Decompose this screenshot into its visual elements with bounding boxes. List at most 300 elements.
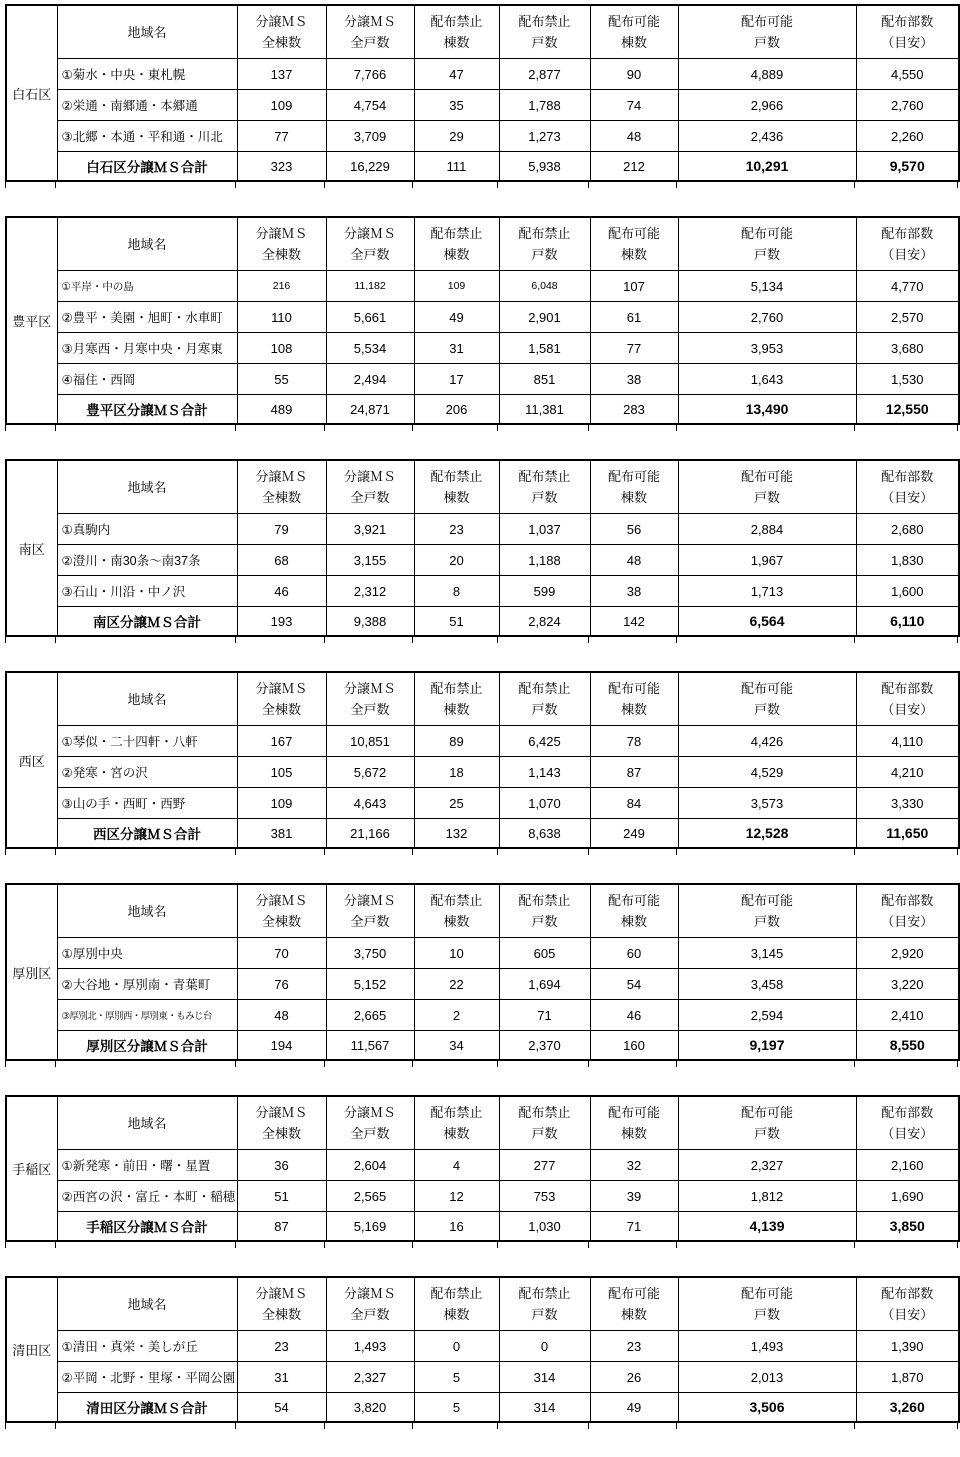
value-cell: 599 (499, 576, 590, 607)
total-row (6, 1212, 959, 1242)
value-cell: 51 (237, 1181, 326, 1212)
stub-segment (5, 1061, 56, 1067)
header-line1: 分譲ＭＳ (255, 1105, 308, 1120)
column-header (499, 460, 590, 514)
table-row (6, 271, 959, 302)
value-cell: 3,953 (678, 333, 856, 364)
header-row (6, 884, 959, 938)
value-cell: 70 (237, 938, 326, 969)
header-line1: 分譲ＭＳ (343, 893, 396, 908)
total-value-cell: 3,850 (856, 1212, 959, 1242)
value-cell: 60 (590, 938, 678, 969)
total-value-cell: 11,567 (326, 1031, 414, 1061)
value-cell: 2,312 (326, 576, 414, 607)
header-line1: 地域名 (127, 691, 167, 707)
stub-segment (498, 849, 589, 855)
column-header (414, 5, 499, 59)
header-line2: （目安） (881, 914, 934, 929)
value-cell: 48 (590, 545, 678, 576)
header-line1: 配布可能 (607, 893, 660, 908)
total-value-cell: 8,550 (856, 1031, 959, 1061)
total-value-cell: 160 (590, 1031, 678, 1061)
area-cell: ②大谷地・厚別南・青葉町 (57, 969, 237, 1000)
header-line2: 全棟数 (261, 35, 301, 50)
stub-segment (413, 1242, 498, 1248)
value-cell: 0 (499, 1331, 590, 1362)
column-header (590, 672, 678, 726)
value-cell: 4,770 (856, 271, 959, 302)
ward-table-block (5, 671, 960, 855)
table-row (6, 1181, 959, 1212)
header-line1: 分譲ＭＳ (255, 1286, 308, 1301)
value-cell: 39 (590, 1181, 678, 1212)
total-label: 手稲区分譲ＭＳ合計 (57, 1212, 237, 1242)
ward-label: 厚別区 (6, 884, 57, 1060)
column-header (57, 672, 237, 726)
gridline-stubs (5, 1061, 958, 1067)
table-row (6, 59, 959, 90)
total-value-cell: 111 (414, 152, 499, 182)
value-cell: 3,220 (856, 969, 959, 1000)
column-header (856, 460, 959, 514)
stub-segment (677, 637, 855, 643)
header-line1: 配布禁止 (518, 893, 571, 908)
stub-segment (413, 1061, 498, 1067)
ward-label: 豊平区 (6, 217, 57, 424)
header-line1: 配布可能 (607, 469, 660, 484)
stub-segment (5, 1423, 56, 1429)
header-line1: 配布禁止 (430, 226, 483, 241)
value-cell: 277 (499, 1150, 590, 1181)
stub-segment (589, 425, 677, 431)
value-cell: 2,901 (499, 302, 590, 333)
total-value-cell: 9,388 (326, 607, 414, 637)
header-line1: 配布可能 (607, 14, 660, 29)
total-value-cell: 24,871 (326, 395, 414, 425)
total-value-cell: 5,169 (326, 1212, 414, 1242)
value-cell: 1,493 (326, 1331, 414, 1362)
header-line1: 配布禁止 (430, 469, 483, 484)
total-row (6, 819, 959, 849)
header-line1: 配布可能 (607, 681, 660, 696)
value-cell: 54 (590, 969, 678, 1000)
value-cell: 3,750 (326, 938, 414, 969)
value-cell: 48 (590, 121, 678, 152)
header-line1: 分譲ＭＳ (255, 226, 308, 241)
ward-table (5, 216, 960, 425)
value-cell: 5,152 (326, 969, 414, 1000)
value-cell: 26 (590, 1362, 678, 1393)
header-line1: 分譲ＭＳ (255, 14, 308, 29)
column-header (414, 217, 499, 271)
stub-segment (5, 637, 56, 643)
header-line2: 全棟数 (261, 914, 301, 929)
value-cell: 2,680 (856, 514, 959, 545)
stub-segment (855, 1423, 958, 1429)
stub-segment (236, 637, 325, 643)
header-line1: 配布禁止 (518, 1105, 571, 1120)
table-row (6, 364, 959, 395)
gridline-stubs (5, 425, 958, 431)
value-cell: 1,643 (678, 364, 856, 395)
value-cell: 3,921 (326, 514, 414, 545)
ward-label: 南区 (6, 460, 57, 636)
value-cell: 8 (414, 576, 499, 607)
area-cell: ③月寒西・月寒中央・月寒東 (57, 333, 237, 364)
value-cell: 2,565 (326, 1181, 414, 1212)
header-line1: 地域名 (127, 1296, 167, 1312)
value-cell: 10 (414, 938, 499, 969)
value-cell: 1,070 (499, 788, 590, 819)
header-line2: 棟数 (443, 490, 470, 505)
header-line2: 全戸数 (350, 914, 390, 929)
header-line2: 戸数 (531, 247, 558, 262)
stub-segment (413, 425, 498, 431)
value-cell: 77 (590, 333, 678, 364)
total-value-cell: 249 (590, 819, 678, 849)
column-header (237, 884, 326, 938)
total-row (6, 152, 959, 182)
header-line2: 戸数 (753, 1307, 780, 1322)
column-header (678, 884, 856, 938)
column-header (499, 1096, 590, 1150)
total-value-cell: 212 (590, 152, 678, 182)
ward-table-block (5, 216, 960, 431)
column-header (678, 5, 856, 59)
total-value-cell: 8,638 (499, 819, 590, 849)
header-line2: （目安） (881, 35, 934, 50)
stub-segment (5, 182, 56, 188)
value-cell: 3,155 (326, 545, 414, 576)
value-cell: 48 (237, 1000, 326, 1031)
header-line2: 全戸数 (350, 1307, 390, 1322)
value-cell: 32 (590, 1150, 678, 1181)
value-cell: 78 (590, 726, 678, 757)
value-cell: 1,967 (678, 545, 856, 576)
value-cell: 31 (414, 333, 499, 364)
header-line2: 棟数 (620, 247, 647, 262)
area-cell: ②発寒・宮の沢 (57, 757, 237, 788)
total-value-cell: 314 (499, 1393, 590, 1423)
column-header (856, 217, 959, 271)
header-line1: 地域名 (127, 24, 167, 40)
value-cell: 23 (590, 1331, 678, 1362)
stub-segment (589, 849, 677, 855)
area-cell: ③厚別北・厚別西・厚別東・もみじ台 (57, 1000, 237, 1031)
value-cell: 1,273 (499, 121, 590, 152)
area-cell: ①琴似・二十四軒・八軒 (57, 726, 237, 757)
value-cell: 3,330 (856, 788, 959, 819)
header-line2: 全棟数 (261, 490, 301, 505)
value-cell: 31 (237, 1362, 326, 1393)
area-cell: ①真駒内 (57, 514, 237, 545)
area-cell: ①新発寒・前田・曙・星置 (57, 1150, 237, 1181)
header-line2: 棟数 (443, 914, 470, 929)
header-line2: 戸数 (753, 702, 780, 717)
stub-segment (236, 425, 325, 431)
value-cell: 56 (590, 514, 678, 545)
value-cell: 2,877 (499, 59, 590, 90)
column-header (414, 672, 499, 726)
header-line2: 戸数 (531, 914, 558, 929)
header-line2: 棟数 (443, 247, 470, 262)
value-cell: 4,643 (326, 788, 414, 819)
column-header (237, 1096, 326, 1150)
total-value-cell: 132 (414, 819, 499, 849)
header-line2: （目安） (881, 490, 934, 505)
stub-segment (589, 1423, 677, 1429)
value-cell: 105 (237, 757, 326, 788)
header-line2: 戸数 (753, 247, 780, 262)
table-row (6, 302, 959, 333)
header-row (6, 217, 959, 271)
stub-segment (855, 1061, 958, 1067)
ward-table (5, 1095, 960, 1242)
column-header (590, 1277, 678, 1331)
value-cell: 1,188 (499, 545, 590, 576)
header-line2: 全棟数 (261, 702, 301, 717)
header-line2: 戸数 (753, 490, 780, 505)
header-line2: 棟数 (443, 1126, 470, 1141)
header-line2: 戸数 (531, 1126, 558, 1141)
header-line1: 配布部数 (881, 469, 934, 484)
header-line2: 戸数 (531, 702, 558, 717)
total-value-cell: 283 (590, 395, 678, 425)
stub-segment (56, 1061, 236, 1067)
column-header (414, 460, 499, 514)
area-cell: ②澄川・南30条〜南37条 (57, 545, 237, 576)
column-header (678, 672, 856, 726)
stub-segment (677, 182, 855, 188)
value-cell: 1,870 (856, 1362, 959, 1393)
header-line1: 配布部数 (881, 893, 934, 908)
column-header (590, 884, 678, 938)
stub-segment (56, 1423, 236, 1429)
stub-segment (589, 637, 677, 643)
header-line2: 戸数 (531, 35, 558, 50)
area-cell: ②豊平・美園・旭町・水車町 (57, 302, 237, 333)
value-cell: 4,550 (856, 59, 959, 90)
value-cell: 35 (414, 90, 499, 121)
stub-segment (236, 1423, 325, 1429)
value-cell: 55 (237, 364, 326, 395)
value-cell: 4,426 (678, 726, 856, 757)
header-line2: 全戸数 (350, 1126, 390, 1141)
header-line1: 配布禁止 (430, 1286, 483, 1301)
value-cell: 3,573 (678, 788, 856, 819)
value-cell: 2,966 (678, 90, 856, 121)
value-cell: 2,160 (856, 1150, 959, 1181)
total-row (6, 395, 959, 425)
header-line1: 配布禁止 (430, 681, 483, 696)
column-header (590, 460, 678, 514)
value-cell: 10,851 (326, 726, 414, 757)
area-cell: ②平岡・北野・里塚・平岡公園 (57, 1362, 237, 1393)
header-line1: 配布可能 (740, 681, 793, 696)
table-row (6, 1000, 959, 1031)
value-cell: 1,690 (856, 1181, 959, 1212)
total-value-cell: 12,550 (856, 395, 959, 425)
value-cell: 79 (237, 514, 326, 545)
value-cell: 5,134 (678, 271, 856, 302)
total-value-cell: 87 (237, 1212, 326, 1242)
value-cell: 18 (414, 757, 499, 788)
stub-segment (677, 1423, 855, 1429)
column-header (590, 217, 678, 271)
value-cell: 4,210 (856, 757, 959, 788)
stub-segment (413, 637, 498, 643)
value-cell: 1,390 (856, 1331, 959, 1362)
total-value-cell: 193 (237, 607, 326, 637)
value-cell: 68 (237, 545, 326, 576)
header-line1: 分譲ＭＳ (343, 469, 396, 484)
area-cell: ①平岸・中の島 (57, 271, 237, 302)
value-cell: 1,581 (499, 333, 590, 364)
total-value-cell: 9,197 (678, 1031, 856, 1061)
total-value-cell: 5 (414, 1393, 499, 1423)
value-cell: 20 (414, 545, 499, 576)
header-line1: 配布禁止 (430, 893, 483, 908)
header-line2: 棟数 (620, 914, 647, 929)
value-cell: 1,788 (499, 90, 590, 121)
gridline-stubs (5, 182, 958, 188)
value-cell: 6,048 (499, 271, 590, 302)
total-label: 白石区分譲ＭＳ合計 (57, 152, 237, 182)
value-cell: 2,604 (326, 1150, 414, 1181)
value-cell: 2,920 (856, 938, 959, 969)
header-line2: 全戸数 (350, 35, 390, 50)
ward-table-block (5, 1276, 960, 1429)
total-value-cell: 13,490 (678, 395, 856, 425)
area-cell: ②栄通・南郷通・本郷通 (57, 90, 237, 121)
value-cell: 2,570 (856, 302, 959, 333)
table-row (6, 969, 959, 1000)
value-cell: 2,760 (678, 302, 856, 333)
header-line1: 分譲ＭＳ (343, 681, 396, 696)
value-cell: 5,661 (326, 302, 414, 333)
column-header (237, 460, 326, 514)
header-line1: 配布可能 (740, 893, 793, 908)
header-line1: 配布可能 (740, 226, 793, 241)
column-header (326, 217, 414, 271)
stub-segment (589, 182, 677, 188)
value-cell: 49 (414, 302, 499, 333)
value-cell: 36 (237, 1150, 326, 1181)
column-header (678, 217, 856, 271)
total-value-cell: 11,650 (856, 819, 959, 849)
value-cell: 1,037 (499, 514, 590, 545)
header-line2: 戸数 (531, 490, 558, 505)
ward-table (5, 883, 960, 1061)
header-line2: 棟数 (620, 1307, 647, 1322)
column-header (499, 1277, 590, 1331)
ward-table-block (5, 883, 960, 1067)
column-header (499, 5, 590, 59)
gridline-stubs (5, 1242, 958, 1248)
header-line2: （目安） (881, 247, 934, 262)
value-cell: 4,754 (326, 90, 414, 121)
stub-segment (589, 1061, 677, 1067)
value-cell: 38 (590, 576, 678, 607)
column-header (326, 884, 414, 938)
total-value-cell: 381 (237, 819, 326, 849)
column-header (590, 5, 678, 59)
stub-segment (325, 1423, 413, 1429)
gridline-stubs (5, 637, 958, 643)
header-line2: 棟数 (620, 490, 647, 505)
header-line2: 戸数 (531, 1307, 558, 1322)
stub-segment (236, 1242, 325, 1248)
total-value-cell: 194 (237, 1031, 326, 1061)
column-header (678, 1096, 856, 1150)
area-cell: ①厚別中央 (57, 938, 237, 969)
stub-segment (498, 182, 589, 188)
header-line1: 分譲ＭＳ (343, 14, 396, 29)
header-line1: 配布禁止 (518, 14, 571, 29)
value-cell: 137 (237, 59, 326, 90)
value-cell: 167 (237, 726, 326, 757)
header-line2: 全棟数 (261, 1126, 301, 1141)
column-header (326, 672, 414, 726)
value-cell: 25 (414, 788, 499, 819)
header-line2: 全棟数 (261, 247, 301, 262)
ward-table-block (5, 4, 960, 188)
value-cell: 1,143 (499, 757, 590, 788)
header-line2: （目安） (881, 1126, 934, 1141)
header-line1: 配布可能 (607, 1286, 660, 1301)
header-row (6, 460, 959, 514)
total-value-cell: 489 (237, 395, 326, 425)
header-line1: 分譲ＭＳ (343, 226, 396, 241)
area-cell: ④福住・西岡 (57, 364, 237, 395)
stub-segment (855, 425, 958, 431)
value-cell: 74 (590, 90, 678, 121)
total-value-cell: 10,291 (678, 152, 856, 182)
value-cell: 84 (590, 788, 678, 819)
value-cell: 1,530 (856, 364, 959, 395)
value-cell: 2,760 (856, 90, 959, 121)
header-line1: 地域名 (127, 236, 167, 252)
total-value-cell: 142 (590, 607, 678, 637)
area-cell: ③石山・川沿・中ノ沢 (57, 576, 237, 607)
value-cell: 23 (237, 1331, 326, 1362)
value-cell: 2 (414, 1000, 499, 1031)
value-cell: 109 (237, 788, 326, 819)
value-cell: 110 (237, 302, 326, 333)
value-cell: 4,110 (856, 726, 959, 757)
total-row (6, 607, 959, 637)
value-cell: 2,494 (326, 364, 414, 395)
value-cell: 3,458 (678, 969, 856, 1000)
stub-segment (5, 849, 56, 855)
header-line2: 戸数 (753, 1126, 780, 1141)
value-cell: 109 (237, 90, 326, 121)
header-row (6, 1096, 959, 1150)
gridline-stubs (5, 1423, 958, 1429)
ward-table-block (5, 1095, 960, 1248)
ward-label: 清田区 (6, 1277, 57, 1422)
value-cell: 76 (237, 969, 326, 1000)
header-line1: 配布部数 (881, 1105, 934, 1120)
value-cell: 851 (499, 364, 590, 395)
column-header (499, 672, 590, 726)
stub-segment (56, 182, 236, 188)
value-cell: 29 (414, 121, 499, 152)
value-cell: 3,145 (678, 938, 856, 969)
value-cell: 1,830 (856, 545, 959, 576)
total-value-cell: 4,139 (678, 1212, 856, 1242)
total-value-cell: 34 (414, 1031, 499, 1061)
